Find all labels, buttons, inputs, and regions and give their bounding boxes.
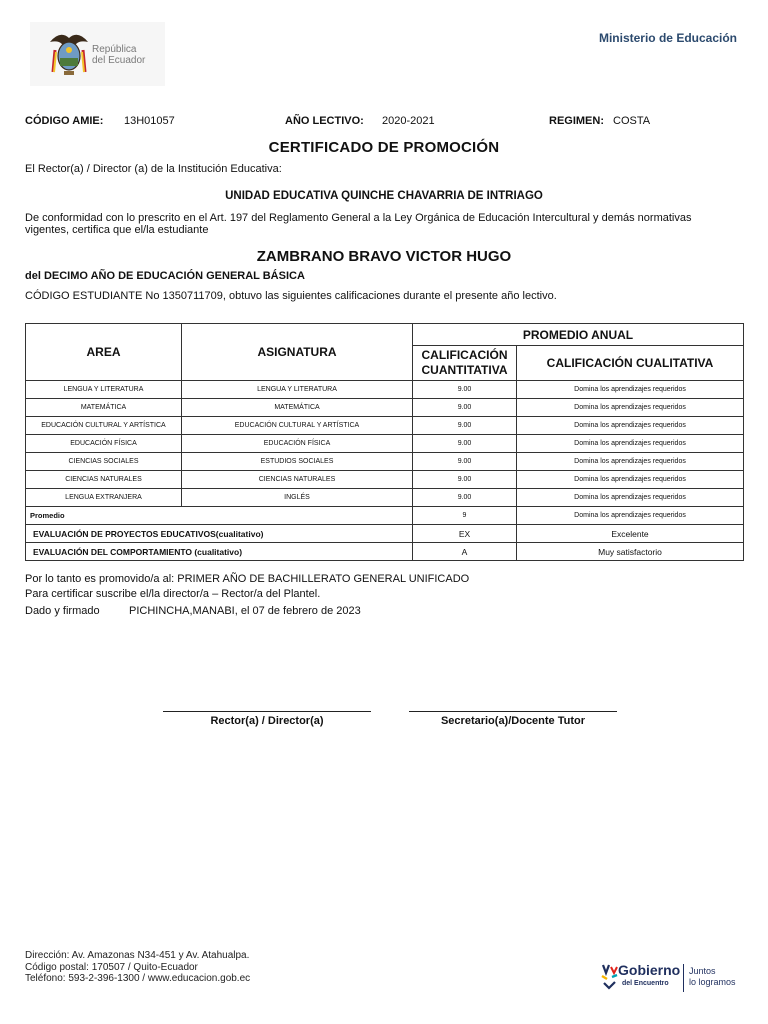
grade-area-cell: MATEMÁTICA xyxy=(26,399,182,417)
average-label: Promedio xyxy=(26,507,413,525)
grade-qualitative-cell: Domina los aprendizajes requeridos xyxy=(517,453,744,471)
average-row xyxy=(26,507,744,525)
secretary-signature-line xyxy=(409,711,617,712)
footer-address: Dirección: Av. Amazonas N34-451 y Av. Atahualpa. xyxy=(25,950,250,961)
header-quantitative xyxy=(413,346,517,381)
signed-label: Dado y firmado xyxy=(25,605,100,617)
certify-text: Para certificar suscribe el/la director/a – Rector/a del Plantel. xyxy=(25,588,321,600)
gobierno-subtitle: del Encuentro xyxy=(622,980,669,987)
header-quantitative-line-1: CALIFICACIÓN xyxy=(421,348,508,362)
grade-qualitative-cell: Domina los aprendizajes requeridos xyxy=(517,435,744,453)
republic-line-2: del Ecuador xyxy=(92,55,146,66)
grade-row xyxy=(26,399,744,417)
average-qualitative: Domina los aprendizajes requeridos xyxy=(517,507,744,525)
ministry-name: Ministerio de Educación xyxy=(598,31,737,45)
grade-score-cell: 9.00 xyxy=(413,399,517,417)
legal-text-line-1: De conformidad con lo prescrito en el Art. 197 del Reglamento General a la Ley Orgánica de Educación Intercultural y demás normativas xyxy=(25,212,692,224)
grade-row xyxy=(26,489,744,507)
promotion-text: Por lo tanto es promovido/a al: PRIMER AÑO DE BACHILLERATO GENERAL UNIFICADO xyxy=(25,573,470,585)
grade-row xyxy=(26,453,744,471)
signed-place-date: PICHINCHA,MANABI, el 07 de febrero de 2023 xyxy=(129,605,361,617)
grade-score-cell: 9.00 xyxy=(413,489,517,507)
grade-qualitative-cell: Domina los aprendizajes requeridos xyxy=(517,417,744,435)
grade-subject-cell: MATEMÁTICA xyxy=(182,399,413,417)
institution-name: UNIDAD EDUCATIVA QUINCHE CHAVARRIA DE INTRIAGO xyxy=(225,190,543,202)
student-name: ZAMBRANO BRAVO VICTOR HUGO xyxy=(256,248,512,265)
projects-row xyxy=(26,525,744,543)
header-annual-average: PROMEDIO ANUAL xyxy=(413,324,744,346)
student-code-line: CÓDIGO ESTUDIANTE No 1350711709, obtuvo las siguientes calificaciones durante el presente año lectivo. xyxy=(25,290,557,302)
grade-rows xyxy=(26,381,744,507)
gobierno-word: Gobierno xyxy=(618,962,681,978)
grade-subject-cell: INGLÉS xyxy=(182,489,413,507)
rector-signature-line xyxy=(163,711,371,712)
grade-score-cell: 9.00 xyxy=(413,381,517,399)
grade-row xyxy=(26,435,744,453)
behavior-row xyxy=(26,543,744,561)
grade-area-cell: CIENCIAS NATURALES xyxy=(26,471,182,489)
regime-label: REGIMEN: xyxy=(549,115,604,127)
grade-row xyxy=(26,381,744,399)
intro-text: El Rector(a) / Director (a) de la Institución Educativa: xyxy=(25,163,282,175)
grade-qualitative-cell: Domina los aprendizajes requeridos xyxy=(517,489,744,507)
republic-text xyxy=(92,44,145,66)
behavior-qualitative: Muy satisfactorio xyxy=(517,543,744,561)
footer-contact xyxy=(25,950,250,985)
secretary-signature-label: Secretario(a)/Docente Tutor xyxy=(440,715,586,727)
grade-area-cell: CIENCIAS SOCIALES xyxy=(26,453,182,471)
grade-area-cell: LENGUA EXTRANJERA xyxy=(26,489,182,507)
footer-phone: Teléfono: 593-2-396-1300 / www.educacion.gob.ec xyxy=(25,973,251,984)
regime-value: COSTA xyxy=(613,115,651,127)
school-year-value: 2020-2021 xyxy=(382,115,435,127)
grade-subject-cell: EDUCACIÓN FÍSICA xyxy=(182,435,413,453)
government-logo xyxy=(600,960,750,1000)
header-quantitative-line-2: CUANTITATIVA xyxy=(421,363,508,377)
grade-qualitative-cell: Domina los aprendizajes requeridos xyxy=(517,399,744,417)
gobierno-divider xyxy=(683,964,684,992)
grade-area-cell: LENGUA Y LITERATURA xyxy=(26,381,182,399)
grade-score-cell: 9.00 xyxy=(413,435,517,453)
amie-label: CÓDIGO AMIE: xyxy=(25,115,104,127)
republic-logo xyxy=(30,22,165,86)
slogan-line-2: lo logramos xyxy=(689,977,736,987)
document-title: CERTIFICADO DE PROMOCIÓN xyxy=(268,139,500,156)
grade-score-cell: 9.00 xyxy=(413,471,517,489)
meta-row xyxy=(25,115,745,129)
grade-score-cell: 9.00 xyxy=(413,453,517,471)
behavior-label: EVALUACIÓN DEL COMPORTAMIENTO (cualitativo) xyxy=(26,543,413,561)
grades-table xyxy=(25,323,744,561)
amie-value: 13H01057 xyxy=(124,115,175,127)
header-area: AREA xyxy=(26,324,182,381)
projects-score: EX xyxy=(413,525,517,543)
projects-qualitative: Excelente xyxy=(517,525,744,543)
projects-label: EVALUACIÓN DE PROYECTOS EDUCATIVOS(cualitativo) xyxy=(26,525,413,543)
grade-subject-cell: LENGUA Y LITERATURA xyxy=(182,381,413,399)
grade-row xyxy=(26,417,744,435)
header-subject: ASIGNATURA xyxy=(182,324,413,381)
header-qualitative: CALIFICACIÓN CUALITATIVA xyxy=(517,346,744,381)
grade-qualitative-cell: Domina los aprendizajes requeridos xyxy=(517,471,744,489)
footer-postal: Código postal: 170507 / Quito-Ecuador xyxy=(25,961,198,973)
grade-score-cell: 9.00 xyxy=(413,417,517,435)
grade-qualitative-cell: Domina los aprendizajes requeridos xyxy=(517,381,744,399)
grade-level: del DECIMO AÑO DE EDUCACIÓN GENERAL BÁSICA xyxy=(25,270,305,282)
average-score: 9 xyxy=(413,507,517,525)
coat-of-arms-icon xyxy=(46,28,92,80)
grade-row xyxy=(26,471,744,489)
grade-area-cell: EDUCACIÓN FÍSICA xyxy=(26,435,182,453)
grade-subject-cell: ESTUDIOS SOCIALES xyxy=(182,453,413,471)
rector-signature-label: Rector(a) / Director(a) xyxy=(210,715,324,727)
school-year-label: AÑO LECTIVO: xyxy=(285,115,364,127)
grade-subject-cell: EDUCACIÓN CULTURAL Y ARTÍSTICA xyxy=(182,417,413,435)
grade-area-cell: EDUCACIÓN CULTURAL Y ARTÍSTICA xyxy=(26,417,182,435)
gobierno-mark-icon xyxy=(600,963,620,993)
republic-line-1: República xyxy=(92,44,137,55)
grade-subject-cell: CIENCIAS NATURALES xyxy=(182,471,413,489)
slogan-line-1: Juntos xyxy=(689,966,716,976)
behavior-score: A xyxy=(413,543,517,561)
legal-text-line-2: vigentes, certifica que el/la estudiante xyxy=(25,224,209,236)
